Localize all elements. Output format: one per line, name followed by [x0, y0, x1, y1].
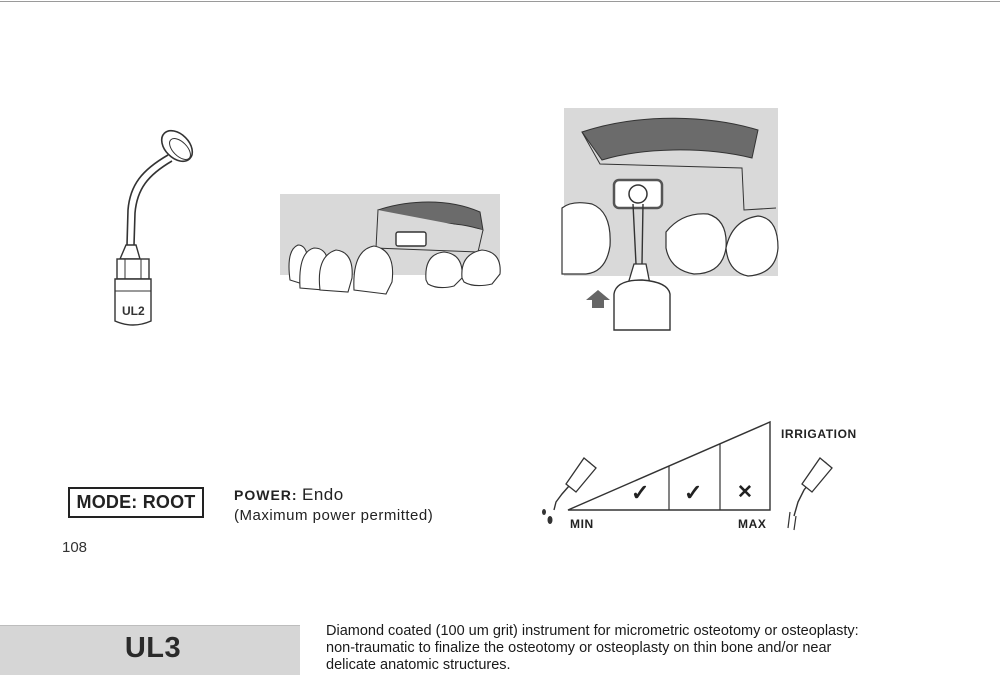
tip-engraving: UL2 [122, 304, 145, 318]
mode-badge: MODE: ROOT [68, 487, 204, 518]
irrigation-level-1-mark: ✓ [631, 480, 650, 505]
description-line: Diamond coated (100 um grit) instrument for micrometric osteotomy or osteoplasty: [326, 623, 859, 639]
page-number: 108 [62, 539, 88, 556]
power-note: (Maximum power permitted) [234, 507, 434, 524]
irrigation-min-label: MIN [570, 517, 594, 531]
osteotomy-closeup-illustration [562, 108, 780, 333]
jaw-side-view-illustration [278, 190, 503, 300]
irrigation-level-3-mark: ✕ [737, 482, 753, 503]
power-setting [234, 485, 344, 506]
description-line: non-traumatic to finalize the osteotomy or osteoplasty on thin bone and/or near [326, 640, 832, 656]
irrigation-title: IRRIGATION [781, 427, 857, 441]
irrigation-level-2-mark: ✓ [684, 480, 703, 505]
instrument-description [326, 623, 966, 674]
irrigation-max-label: MAX [738, 517, 767, 531]
description-line: delicate anatomic structures. [326, 657, 511, 673]
instrument-tip-illustration [100, 125, 210, 335]
instrument-code: UL3 [124, 632, 182, 664]
top-rule [0, 1, 1000, 2]
power-label: POWER: [234, 487, 298, 503]
power-value: Endo [302, 485, 344, 504]
